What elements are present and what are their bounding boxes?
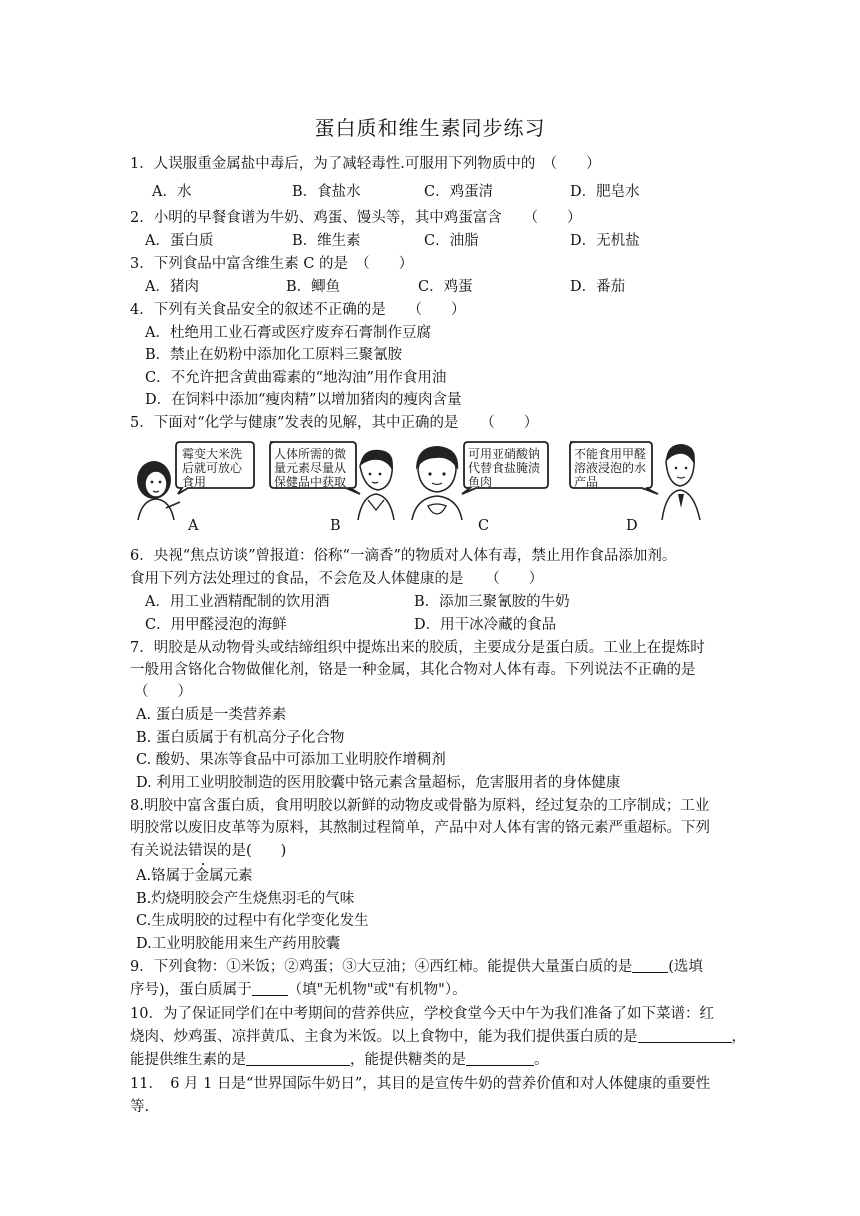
bubble-d-line-2: 溶液浸泡的水 (574, 461, 647, 475)
question-10-line-3-text: 能提供维生素的是 (130, 1052, 246, 1068)
question-3-option-d: D．番茄 (570, 279, 626, 295)
bubble-c-line-1: 可用亚硝酸钠 (468, 447, 541, 461)
question-8-option-d: D.工业明胶能用来生产药用胶囊 (136, 936, 341, 952)
question-7-stem-line-2: 一般用含铬化合物做催化剂，铬是一种金属，其化合物对人体有毒。下列说法不正确的是 (130, 662, 696, 678)
question-4-option-d: D．在饲料中添加“瘦肉精”以增加猪肉的瘦肉含量 (145, 392, 462, 408)
question-6-option-d: D．用干冰冷藏的食品 (414, 617, 557, 633)
question-10-line-2-text: 烧肉、炒鸡蛋、凉拌黄瓜、主食为米饭。以上食物中，能为我们提供蛋白质的是 (130, 1029, 638, 1045)
question-6-stem-line-2: 食用下列方法处理过的食品，不会危及人体健康的是 （ ） (130, 571, 544, 587)
boy-figure-b (358, 450, 394, 520)
bubble-b-line-2: 量元素尽量从 (274, 461, 347, 475)
question-11-line-2: 等. (130, 1099, 150, 1115)
question-1-option-d: D．肥皂水 (570, 184, 640, 200)
bubble-a-line-2: 后就可放心 (182, 461, 243, 475)
panel-label-b: B (330, 518, 341, 534)
question-4-option-b: B．禁止在奶粉中添加化工原料三聚氰胺 (145, 347, 403, 363)
question-7-option-b: B. 蛋白质属于有机高分子化合物 (136, 730, 345, 746)
question-2-option-d: D．无机盐 (570, 233, 640, 249)
question-10-line-3 (130, 1050, 549, 1070)
question-6-option-b: B．添加三聚氰胺的牛奶 (414, 594, 570, 610)
girl-figure (137, 461, 180, 520)
panel-label-d: D (626, 518, 638, 534)
panel-d-illustration (570, 442, 700, 520)
panel-a-illustration (137, 442, 254, 520)
question-2-option-b: B．维生素 (292, 233, 361, 249)
question-9-line-2-tail: （填"无机物"或"有机物"）。 (287, 982, 467, 998)
question-8-stem-post: 的是( ) (217, 843, 287, 859)
bubble-c-line-3: 鱼肉 (468, 475, 493, 489)
emphasis-word-wrong: 错误 (188, 843, 217, 859)
panel-b-illustration (270, 442, 394, 520)
question-1-option-c: C．鸡蛋清 (424, 184, 494, 200)
bubble-b-line-1: 人体所需的微 (274, 447, 347, 461)
question-8-stem-line-3 (130, 841, 286, 861)
question-8-stem-line-1: 8.明胶中富含蛋白质，食用明胶以新鲜的动物皮或骨骼为原料，经过复杂的工序制成；工业 (130, 798, 710, 814)
question-7-option-d: D. 利用工业明胶制造的医用胶囊中铬元素含量超标，危害服用者的身体健康 (136, 775, 621, 791)
bubble-c-line-2: 代替食盐腌渍 (468, 461, 541, 475)
boy-figure-c (412, 446, 462, 520)
question-10-line-2 (130, 1027, 746, 1047)
man-figure (662, 444, 700, 520)
question-2-stem: 2．小明的早餐食谱为牛奶、鸡蛋、馒头等，其中鸡蛋富含 （ ） (130, 210, 582, 226)
question-4-stem: 4．下列有关食品安全的叙述不正确的是 （ ） (130, 302, 466, 318)
answer-blank-q9-2[interactable] (252, 981, 288, 996)
panel-label-c: C (478, 518, 490, 534)
question-7-option-c: C. 酸奶、果冻等食品中可添加工业明胶作增稠剂 (136, 752, 446, 768)
bubble-d-line-3: 产品 (574, 475, 599, 489)
question-3-option-b: B．鲫鱼 (286, 279, 341, 295)
question-7-option-a: A. 蛋白质是一类营养素 (136, 707, 287, 723)
question-8-option-a: A.铬属于金属元素 (136, 868, 253, 884)
question-1-option-a: A．水 (152, 184, 192, 200)
answer-blank-q10-sugar[interactable] (466, 1051, 534, 1066)
bubble-b-line-3: 保健品中获取 (274, 475, 347, 489)
question-7-stem-line-3: （ ） (134, 684, 192, 700)
question-10-line-2-tail: ， (731, 1029, 746, 1045)
question-9-line-1-text: 9．下列食物：①米饭；②鸡蛋；③大豆油；④西红柿。能提供大量蛋白质的是 (130, 959, 633, 975)
question-9-line-1-tail: (选填 (668, 959, 703, 975)
answer-blank-q10-protein[interactable] (638, 1028, 732, 1043)
question-3-option-c: C．鸡蛋 (418, 279, 473, 295)
question-3-stem: 3．下列食品中富含维生素 C 的是 （ ） (130, 256, 414, 272)
page-title: 蛋白质和维生素同步练习 (314, 116, 546, 140)
panel-label-a: A (188, 518, 199, 534)
question-6-stem-line-1: 6．央视“焦点访谈”曾报道：俗称“一滴香”的物质对人体有毒，禁止用作食品添加剂。 (130, 548, 677, 564)
question-9-line-2 (130, 980, 467, 1000)
question-8-stem-pre: 有关说法 (130, 843, 188, 859)
question-10-line-3-mid: ，能提供糖类的是 (350, 1052, 466, 1068)
question-2-option-a: A．蛋白质 (145, 233, 214, 249)
bubble-a-line-3: 食用 (182, 475, 207, 489)
question-8-stem-line-2: 明胶常以废旧皮革等为原料，其熬制过程简单，产品中对人体有害的铬元素严重超标。下列 (130, 820, 710, 836)
question-8-option-b: B.灼烧明胶会产生烧焦羽毛的气味 (136, 891, 355, 907)
question-11-line-1: 11． 6 月 1 日是“世界国际牛奶日”，其目的是宣传牛奶的营养价值和对人体健康的重要性 (130, 1076, 711, 1092)
answer-blank-q10-vitamin[interactable] (246, 1051, 350, 1066)
question-7-stem-line-1: 7．明胶是从动物骨头或结缔组织中提炼出来的胶质，主要成分是蛋白质。工业上在提炼时 (130, 640, 705, 656)
question-9-line-2-text: 序号)，蛋白质属于 (130, 982, 252, 998)
question-10-line-3-tail: 。 (534, 1052, 549, 1068)
question-10-line-1: 10．为了保证同学们在中考期间的营养供应，学校食堂今天中午为我们准备了如下菜谱：红 (130, 1006, 714, 1022)
question-4-option-a: A．杜绝用工业石膏或医疗废弃石膏制作豆腐 (145, 325, 431, 341)
panel-c-illustration (412, 442, 548, 520)
question-4-option-c: C．不允许把含黄曲霉素的“地沟油”用作食用油 (145, 370, 447, 386)
question-5-stem: 5．下面对“化学与健康”发表的见解，其中正确的是 （ ） (130, 415, 539, 431)
bubble-a-line-1: 霉变大米洗 (182, 447, 243, 461)
question-9-line-1 (130, 957, 703, 977)
cartoon-strip (128, 436, 708, 520)
question-1-stem: 1．人误服重金属盐中毒后，为了减轻毒性.可服用下列物质中的 （ ） (130, 156, 601, 172)
bubble-d-line-1: 不能食用甲醛 (574, 447, 647, 461)
question-2-option-c: C．油脂 (424, 233, 479, 249)
question-3-option-a: A．猪肉 (145, 279, 199, 295)
question-1-option-b: B．食盐水 (292, 184, 361, 200)
answer-blank-q9-1[interactable] (632, 958, 668, 973)
question-6-option-c: C．用甲醛浸泡的海鲜 (145, 617, 287, 633)
question-6-option-a: A．用工业酒精配制的饮用酒 (145, 594, 330, 610)
question-8-option-c: C.生成明胶的过程中有化学变化发生 (136, 913, 369, 929)
